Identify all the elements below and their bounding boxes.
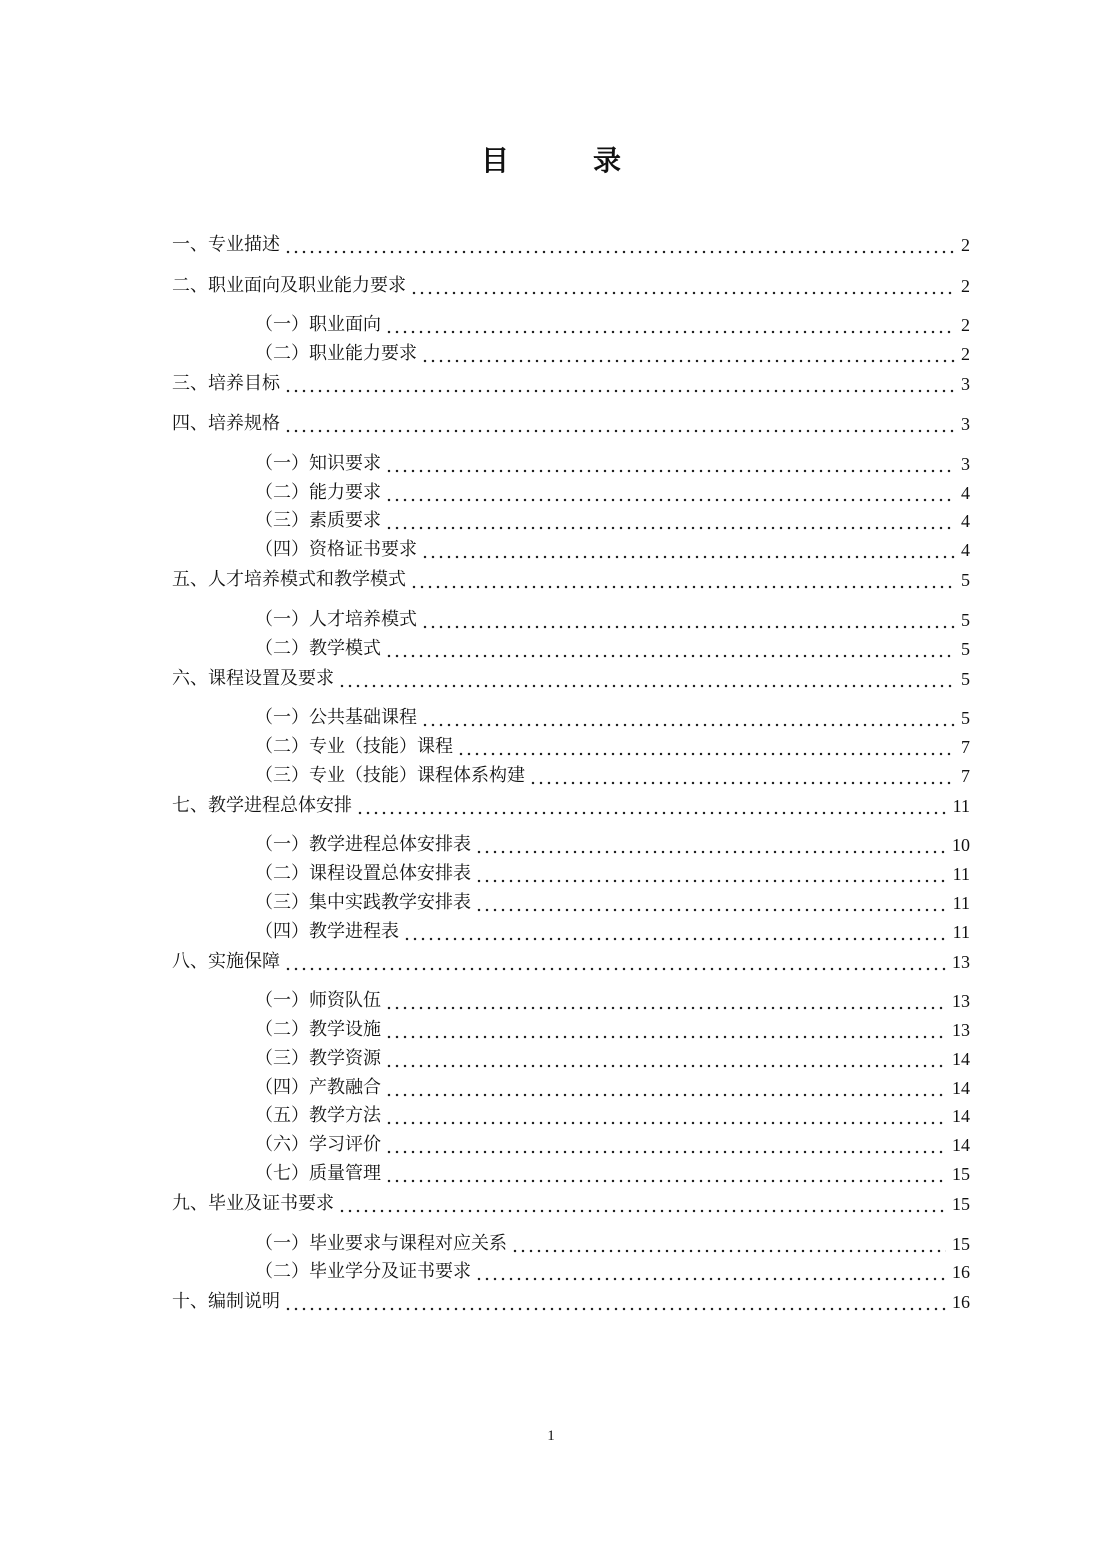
toc-entry-label: （一）人才培养模式 bbox=[255, 609, 417, 630]
toc-entry[interactable] bbox=[172, 792, 970, 820]
toc-entry-label: 八、实施保障 bbox=[172, 951, 280, 972]
dot-leader bbox=[385, 1050, 946, 1068]
toc-entry[interactable] bbox=[255, 704, 970, 732]
toc-entry-page: 13 bbox=[952, 1020, 970, 1040]
toc-entry[interactable] bbox=[172, 231, 970, 259]
toc-entry-page: 3 bbox=[961, 454, 970, 474]
toc-entry[interactable] bbox=[255, 889, 970, 917]
toc-entry-page: 14 bbox=[952, 1049, 970, 1069]
toc-entry-page: 5 bbox=[961, 669, 970, 689]
toc-entry[interactable] bbox=[255, 507, 970, 535]
toc-entry-label: （二）毕业学分及证书要求 bbox=[255, 1261, 471, 1282]
toc-entry[interactable] bbox=[172, 566, 970, 594]
dot-leader bbox=[284, 953, 946, 971]
toc-entry-page: 14 bbox=[952, 1078, 970, 1098]
toc-entry-label: 一、专业描述 bbox=[172, 234, 280, 255]
toc-entry-label: （四）资格证书要求 bbox=[255, 539, 417, 560]
toc-entry-page: 16 bbox=[952, 1292, 970, 1312]
toc-entry[interactable] bbox=[255, 340, 970, 368]
toc-entry-page: 5 bbox=[961, 570, 970, 590]
dot-leader bbox=[511, 1235, 946, 1253]
toc-entry[interactable] bbox=[255, 479, 970, 507]
toc-entry-page: 14 bbox=[952, 1135, 970, 1155]
toc-entry-page: 15 bbox=[952, 1234, 970, 1254]
toc-entry[interactable] bbox=[255, 1258, 970, 1286]
toc-entry[interactable] bbox=[255, 606, 970, 634]
dot-leader bbox=[284, 1293, 946, 1311]
dot-leader bbox=[475, 836, 946, 854]
dot-leader bbox=[385, 1165, 946, 1183]
toc-entry-page: 2 bbox=[961, 344, 970, 364]
page-number: 1 bbox=[547, 1428, 555, 1444]
dot-leader bbox=[385, 1079, 946, 1097]
toc-entry-label: （一）教学进程总体安排表 bbox=[255, 834, 471, 855]
dot-leader bbox=[338, 1195, 946, 1213]
dot-leader bbox=[529, 767, 955, 785]
toc-entry[interactable] bbox=[172, 665, 970, 693]
toc-entry-label: 九、毕业及证书要求 bbox=[172, 1193, 334, 1214]
dot-leader bbox=[284, 236, 955, 254]
toc-entry[interactable] bbox=[255, 1160, 970, 1188]
toc-entry[interactable] bbox=[255, 1131, 970, 1159]
toc-entry-label: （七）质量管理 bbox=[255, 1163, 381, 1184]
toc-entry-page: 15 bbox=[952, 1194, 970, 1214]
dot-leader bbox=[475, 894, 947, 912]
toc-entry-page: 4 bbox=[961, 483, 970, 503]
toc-entry-label: （二）课程设置总体安排表 bbox=[255, 863, 471, 884]
toc-entry-page: 7 bbox=[961, 737, 970, 757]
toc-entry-page: 3 bbox=[961, 374, 970, 394]
toc-entry-label: （三）专业（技能）课程体系构建 bbox=[255, 765, 525, 786]
toc-entry-label: （二）教学设施 bbox=[255, 1019, 381, 1040]
toc-entry-page: 5 bbox=[961, 708, 970, 728]
toc-entry-page: 10 bbox=[952, 835, 970, 855]
toc-entry[interactable] bbox=[255, 987, 970, 1015]
toc-entry[interactable] bbox=[255, 536, 970, 564]
toc-entry-label: 七、教学进程总体安排 bbox=[172, 795, 352, 816]
dot-leader bbox=[421, 541, 955, 559]
toc-entry-label: （一）职业面向 bbox=[255, 314, 381, 335]
dot-leader bbox=[385, 640, 955, 658]
dot-leader bbox=[284, 415, 955, 433]
toc-entry-page: 2 bbox=[961, 276, 970, 296]
dot-leader bbox=[356, 797, 947, 815]
dot-leader bbox=[457, 738, 955, 756]
toc-entry-page: 2 bbox=[961, 235, 970, 255]
toc-entry-page: 15 bbox=[952, 1164, 970, 1184]
toc-entry-page: 5 bbox=[961, 610, 970, 630]
toc-entry-page: 7 bbox=[961, 766, 970, 786]
toc-entry-page: 14 bbox=[952, 1106, 970, 1126]
toc-entry[interactable] bbox=[255, 860, 970, 888]
toc-entry[interactable] bbox=[255, 635, 970, 663]
dot-leader bbox=[403, 923, 947, 941]
dot-leader bbox=[421, 345, 955, 363]
toc-entry[interactable] bbox=[172, 1190, 970, 1218]
toc-entry[interactable] bbox=[255, 762, 970, 790]
toc-entry-page: 5 bbox=[961, 639, 970, 659]
dot-leader bbox=[284, 375, 955, 393]
toc-entry[interactable] bbox=[255, 311, 970, 339]
toc-entry-page: 11 bbox=[952, 922, 970, 942]
toc-title: 目 录 bbox=[480, 144, 649, 177]
toc-entry-page: 11 bbox=[952, 864, 970, 884]
toc-entry-label: （一）师资队伍 bbox=[255, 990, 381, 1011]
toc-entry-label: （一）知识要求 bbox=[255, 453, 381, 474]
toc-entry[interactable] bbox=[172, 410, 970, 438]
toc-entry[interactable] bbox=[255, 733, 970, 761]
toc-entry-page: 4 bbox=[961, 540, 970, 560]
dot-leader bbox=[410, 277, 955, 295]
toc-entry-page: 13 bbox=[952, 952, 970, 972]
toc-entry-label: 三、培养目标 bbox=[172, 373, 280, 394]
toc-entry-label: （三）集中实践教学安排表 bbox=[255, 892, 471, 913]
dot-leader bbox=[385, 512, 955, 530]
toc-entry-label: 二、职业面向及职业能力要求 bbox=[172, 275, 406, 296]
toc-entry[interactable] bbox=[172, 370, 970, 398]
toc-entry-label: （一）毕业要求与课程对应关系 bbox=[255, 1233, 507, 1254]
toc-entry-label: （二）职业能力要求 bbox=[255, 343, 417, 364]
toc-entry-label: 六、课程设置及要求 bbox=[172, 668, 334, 689]
toc-entry-page: 4 bbox=[961, 511, 970, 531]
toc-entry-label: （二）专业（技能）课程 bbox=[255, 736, 453, 757]
toc-entry[interactable] bbox=[172, 948, 970, 976]
toc-entry-label: （三）教学资源 bbox=[255, 1048, 381, 1069]
dot-leader bbox=[385, 1136, 946, 1154]
toc-entry[interactable] bbox=[255, 1074, 970, 1102]
toc-entry-label: （四）产教融合 bbox=[255, 1077, 381, 1098]
toc-entry[interactable] bbox=[255, 1230, 970, 1258]
toc-entry[interactable] bbox=[255, 1045, 970, 1073]
toc-entry-page: 16 bbox=[952, 1262, 970, 1282]
toc-entry-label: （六）学习评价 bbox=[255, 1134, 381, 1155]
dot-leader bbox=[338, 670, 955, 688]
toc-entry-label: 十、编制说明 bbox=[172, 1291, 280, 1312]
dot-leader bbox=[385, 484, 955, 502]
toc-entry[interactable] bbox=[172, 1288, 970, 1316]
toc-entry-page: 13 bbox=[952, 991, 970, 1011]
toc-entry-label: （一）公共基础课程 bbox=[255, 707, 417, 728]
dot-leader bbox=[421, 709, 955, 727]
dot-leader bbox=[410, 571, 955, 589]
toc-entry-page: 3 bbox=[961, 414, 970, 434]
toc-entry[interactable] bbox=[255, 1016, 970, 1044]
dot-leader bbox=[385, 992, 946, 1010]
toc-entry-page: 2 bbox=[961, 315, 970, 335]
toc-entry-page: 11 bbox=[952, 796, 970, 816]
dot-leader bbox=[385, 1021, 946, 1039]
toc-entry[interactable] bbox=[172, 272, 970, 300]
dot-leader bbox=[385, 455, 955, 473]
toc-entry[interactable] bbox=[255, 450, 970, 478]
dot-leader bbox=[385, 316, 955, 334]
dot-leader bbox=[385, 1107, 946, 1125]
toc-entry-label: （四）教学进程表 bbox=[255, 921, 399, 942]
dot-leader bbox=[421, 611, 955, 629]
toc-entry-label: （五）教学方法 bbox=[255, 1105, 381, 1126]
toc-entry-label: 五、人才培养模式和教学模式 bbox=[172, 569, 406, 590]
toc-entry-label: （二）教学模式 bbox=[255, 638, 381, 659]
toc-entry-page: 11 bbox=[952, 893, 970, 913]
toc-entry-label: 四、培养规格 bbox=[172, 413, 280, 434]
toc-entry[interactable] bbox=[255, 1102, 970, 1130]
toc-entry-label: （二）能力要求 bbox=[255, 482, 381, 503]
toc-entry-label: （三）素质要求 bbox=[255, 510, 381, 531]
toc-entry[interactable] bbox=[255, 918, 970, 946]
dot-leader bbox=[475, 1263, 946, 1281]
toc-entry[interactable] bbox=[255, 831, 970, 859]
dot-leader bbox=[475, 865, 947, 883]
